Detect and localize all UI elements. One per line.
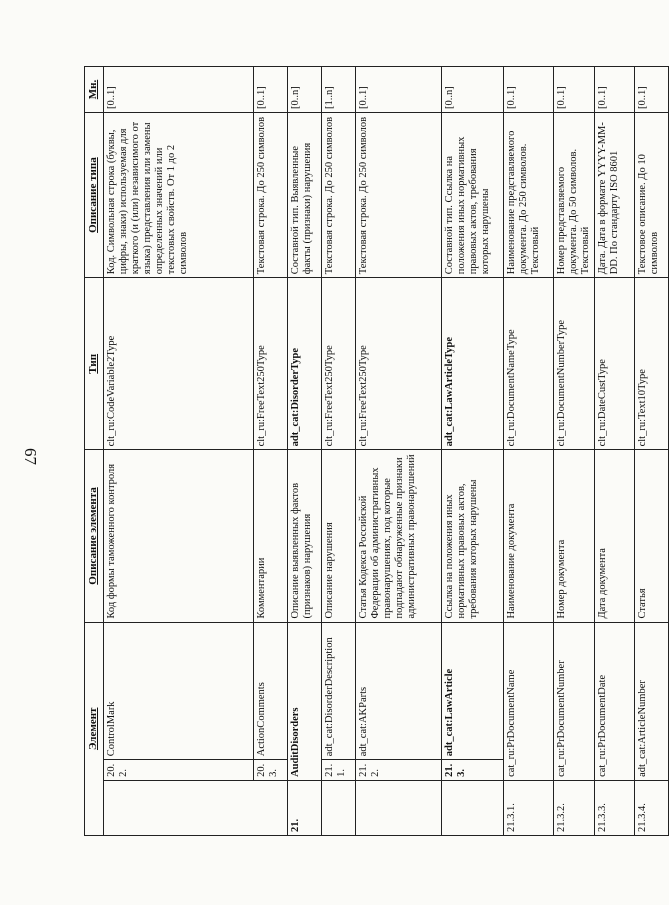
table-row bbox=[554, 67, 595, 836]
row-element: cat_ru:PrDocumentName bbox=[504, 622, 554, 780]
row-type-description: Код. Символьная строка (буквы, цифры, знаки) используемая для краткого (и (или) независимого от языка) представления или замены определенных значений или текстовых свойств. От 1 до 2 символов bbox=[104, 112, 254, 277]
row-element: ActionComments bbox=[254, 622, 288, 760]
row-type-description: Составной тип. Выявленные факты (признаки) нарушения bbox=[288, 112, 322, 277]
row-number: 21.1. bbox=[322, 760, 356, 781]
row-type: clt_ru:FreeText250Type bbox=[356, 278, 442, 450]
row-description: Описание нарушения bbox=[322, 450, 356, 622]
table-row bbox=[442, 67, 504, 836]
table-row bbox=[104, 67, 254, 836]
header-description: Описание элемента bbox=[85, 450, 104, 622]
row-mn: [0..1] bbox=[635, 67, 669, 113]
header-mn: Мн. bbox=[85, 67, 104, 113]
row-type: adt_cat:LawArticleType bbox=[442, 278, 504, 450]
row-element: adt_cat:DisorderDescription bbox=[322, 622, 356, 760]
table-row bbox=[288, 67, 322, 836]
row-mn: [0..1] bbox=[254, 67, 288, 113]
row-type-description: Номер представляемого документа. До 50 символов. Текстовый bbox=[554, 112, 595, 277]
row-description: Ссылка на положения иных нормативных правовых актов, требования которых нарушены bbox=[442, 450, 504, 622]
table-row bbox=[635, 67, 669, 836]
row-description: Наименование документа bbox=[504, 450, 554, 622]
header-type-description: Описание типа bbox=[85, 112, 104, 277]
table-row bbox=[322, 67, 356, 836]
table-row bbox=[356, 67, 442, 836]
row-type: clt_ru:CodeVariable2Type bbox=[104, 278, 254, 450]
row-description: Код формы таможенного контроля bbox=[104, 450, 254, 622]
row-mn: [0..1] bbox=[504, 67, 554, 113]
blank-cell bbox=[322, 780, 356, 835]
row-mn: [1..n] bbox=[322, 67, 356, 113]
row-number: 21.3.3. bbox=[595, 780, 635, 835]
row-mn: [0..1] bbox=[356, 67, 442, 113]
row-type: clt_ru:DocumentNameType bbox=[504, 278, 554, 450]
element-table bbox=[84, 66, 669, 836]
row-number: 21.3.2. bbox=[554, 780, 595, 835]
row-number: 21. bbox=[288, 780, 322, 835]
header-element: Элемент bbox=[85, 622, 104, 835]
table-header-row bbox=[85, 67, 104, 836]
row-type: clt_ru:Text10Type bbox=[635, 278, 669, 450]
row-type-description: Текстовая строка. До 250 символов bbox=[322, 112, 356, 277]
table-row bbox=[504, 67, 554, 836]
blank-cell bbox=[442, 780, 504, 835]
row-element: AuditDisorders bbox=[288, 622, 322, 780]
blank-cell bbox=[104, 780, 288, 835]
row-mn: [0..1] bbox=[104, 67, 254, 113]
row-type-description: Наименование представляемого документа. До 250 символов. Текстовый bbox=[504, 112, 554, 277]
table-row bbox=[595, 67, 635, 836]
row-type-description: Текстовое описание. До 10 символов bbox=[635, 112, 669, 277]
row-element: adt_cat:LawArticle bbox=[442, 622, 504, 760]
page-number: 67 bbox=[21, 448, 40, 465]
rotated-page-content bbox=[84, 66, 661, 836]
row-type: clt_ru:DocumentNumberType bbox=[554, 278, 595, 450]
row-number: 20.2. bbox=[104, 760, 254, 781]
row-description: Статья bbox=[635, 450, 669, 622]
row-description: Описание выявленных фактов (признаков) нарушения bbox=[288, 450, 322, 622]
row-element: adt_cat:ArticleNumber bbox=[635, 622, 669, 780]
row-element: ControlMark bbox=[104, 622, 254, 760]
row-type: clt_ru:DateCustType bbox=[595, 278, 635, 450]
row-mn: [0..1] bbox=[595, 67, 635, 113]
row-description: Комментарии bbox=[254, 450, 288, 622]
row-description: Статья Кодекса Российской Федерации об административных правонарушениях, под которые подпадают обнаруженные признаки административных правонарушений bbox=[356, 450, 442, 622]
header-type: Тип bbox=[85, 278, 104, 450]
row-type-description: Текстовая строка. До 250 символов bbox=[254, 112, 288, 277]
row-number: 21.2. bbox=[356, 760, 442, 781]
row-description: Дата документа bbox=[595, 450, 635, 622]
row-number: 21.3.1. bbox=[504, 780, 554, 835]
row-type: clt_ru:FreeText250Type bbox=[322, 278, 356, 450]
table-row bbox=[254, 67, 288, 836]
row-description: Номер документа bbox=[554, 450, 595, 622]
row-element: cat_ru:PrDocumentNumber bbox=[554, 622, 595, 780]
row-type-description: Составной тип. Ссылка на положения иных нормативных правовых актов, требования которых нарушены bbox=[442, 112, 504, 277]
row-mn: [0..1] bbox=[554, 67, 595, 113]
row-type-description: Текстовая строка. До 250 символов bbox=[356, 112, 442, 277]
blank-cell bbox=[356, 780, 442, 835]
row-number: 21.3. bbox=[442, 760, 504, 781]
row-type: clt_ru:FreeText250Type bbox=[254, 278, 288, 450]
row-mn: [0..n] bbox=[288, 67, 322, 113]
row-number: 21.3.4. bbox=[635, 780, 669, 835]
row-mn: [0..n] bbox=[442, 67, 504, 113]
row-number: 20.3. bbox=[254, 760, 288, 781]
row-element: cat_ru:PrDocumentDate bbox=[595, 622, 635, 780]
row-type-description: Дата. Дата в формате YYYY-MM-DD. По стандарту ISO 8601 bbox=[595, 112, 635, 277]
row-type: adt_cat:DisorderType bbox=[288, 278, 322, 450]
row-element: adt_cat:AKParts bbox=[356, 622, 442, 760]
